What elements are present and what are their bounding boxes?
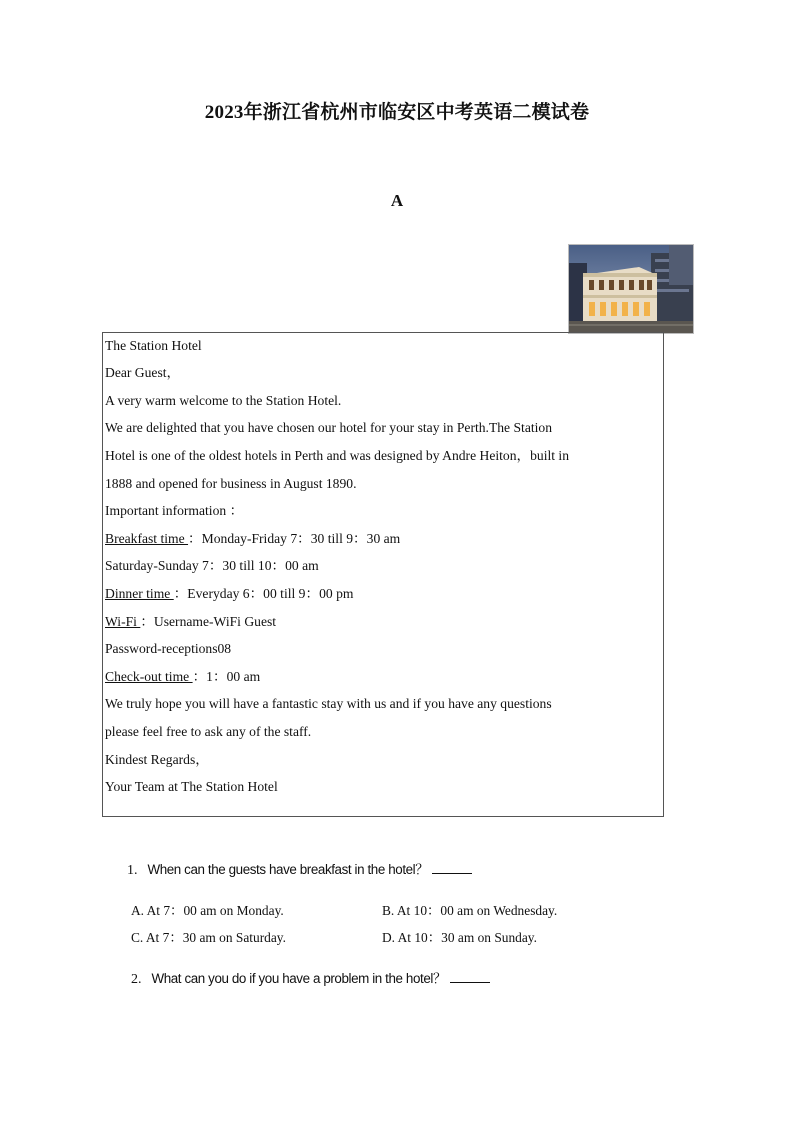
question-2	[131, 970, 490, 989]
question-2-answer-blank[interactable]	[450, 970, 490, 983]
greeting: Dear Guest，	[105, 365, 181, 380]
dinner-line	[105, 585, 353, 603]
section-label: A	[390, 191, 404, 210]
welcome-line: A very warm welcome to the Station Hotel.	[105, 393, 342, 408]
breakfast-weekend-line: Saturday-Sunday 7：30 till 10：00 am	[105, 558, 319, 573]
checkout-line	[105, 668, 260, 686]
regards-line: Kindest Regards，	[105, 752, 209, 767]
closing-line-1: We truly hope you will have a fantastic stay with us and if you have any questions	[105, 696, 552, 711]
question-1-option-d: D. At 10：30 am on Sunday.	[382, 930, 537, 945]
question-1-option-a: A. At 7：00 am on Monday.	[131, 903, 284, 918]
question-1-option-c: C. At 7：30 am on Saturday.	[131, 930, 286, 945]
breakfast-weekday-line	[105, 530, 400, 548]
checkout-label: Check-out time	[105, 669, 193, 684]
question-2-text: What can you do if you have a problem in the hotel？	[151, 971, 446, 986]
hotel-name: The Station Hotel	[105, 338, 202, 353]
checkout-value: ：1：00 am	[192, 669, 261, 684]
intro-line-2: Hotel is one of the oldest hotels in Perth and was designed by Andre Heiton，built in	[105, 448, 570, 463]
question-1-answer-blank[interactable]	[432, 861, 472, 874]
hotel-photo	[568, 244, 694, 334]
wifi-password-line: Password-receptions08	[105, 641, 232, 656]
question-1-option-b: B. At 10：00 am on Wednesday.	[382, 903, 558, 918]
question-2-number: 2.	[131, 972, 142, 987]
breakfast-label: Breakfast time	[105, 531, 189, 546]
hotel-building-image	[569, 245, 693, 333]
closing-line-2: please feel free to ask any of the staff.	[105, 724, 312, 739]
signature-line: Your Team at The Station Hotel	[105, 779, 278, 794]
wifi-label: Wi-Fi	[105, 614, 141, 629]
intro-line-3: 1888 and opened for business in August 1890.	[105, 476, 357, 491]
wifi-username: ：Username-WiFi Guest	[140, 614, 277, 629]
question-1	[127, 861, 472, 880]
page-title: 2023年浙江省杭州市临安区中考英语二模试卷	[204, 102, 590, 123]
info-heading: Important information ：	[105, 503, 244, 518]
wifi-line	[105, 613, 276, 631]
dinner-value: ：Everyday 6：00 till 9：00 pm	[173, 586, 354, 601]
intro-line-1: We are delighted that you have chosen our hotel for your stay in Perth.The Station	[105, 420, 553, 435]
hotel-notice-box	[102, 332, 664, 817]
breakfast-weekday-value: ：Monday-Friday 7：30 till 9：30 am	[188, 531, 401, 546]
question-1-text: When can the guests have breakfast in the hotel？	[147, 862, 429, 877]
question-1-number: 1.	[127, 863, 138, 878]
dinner-label: Dinner time	[105, 586, 174, 601]
